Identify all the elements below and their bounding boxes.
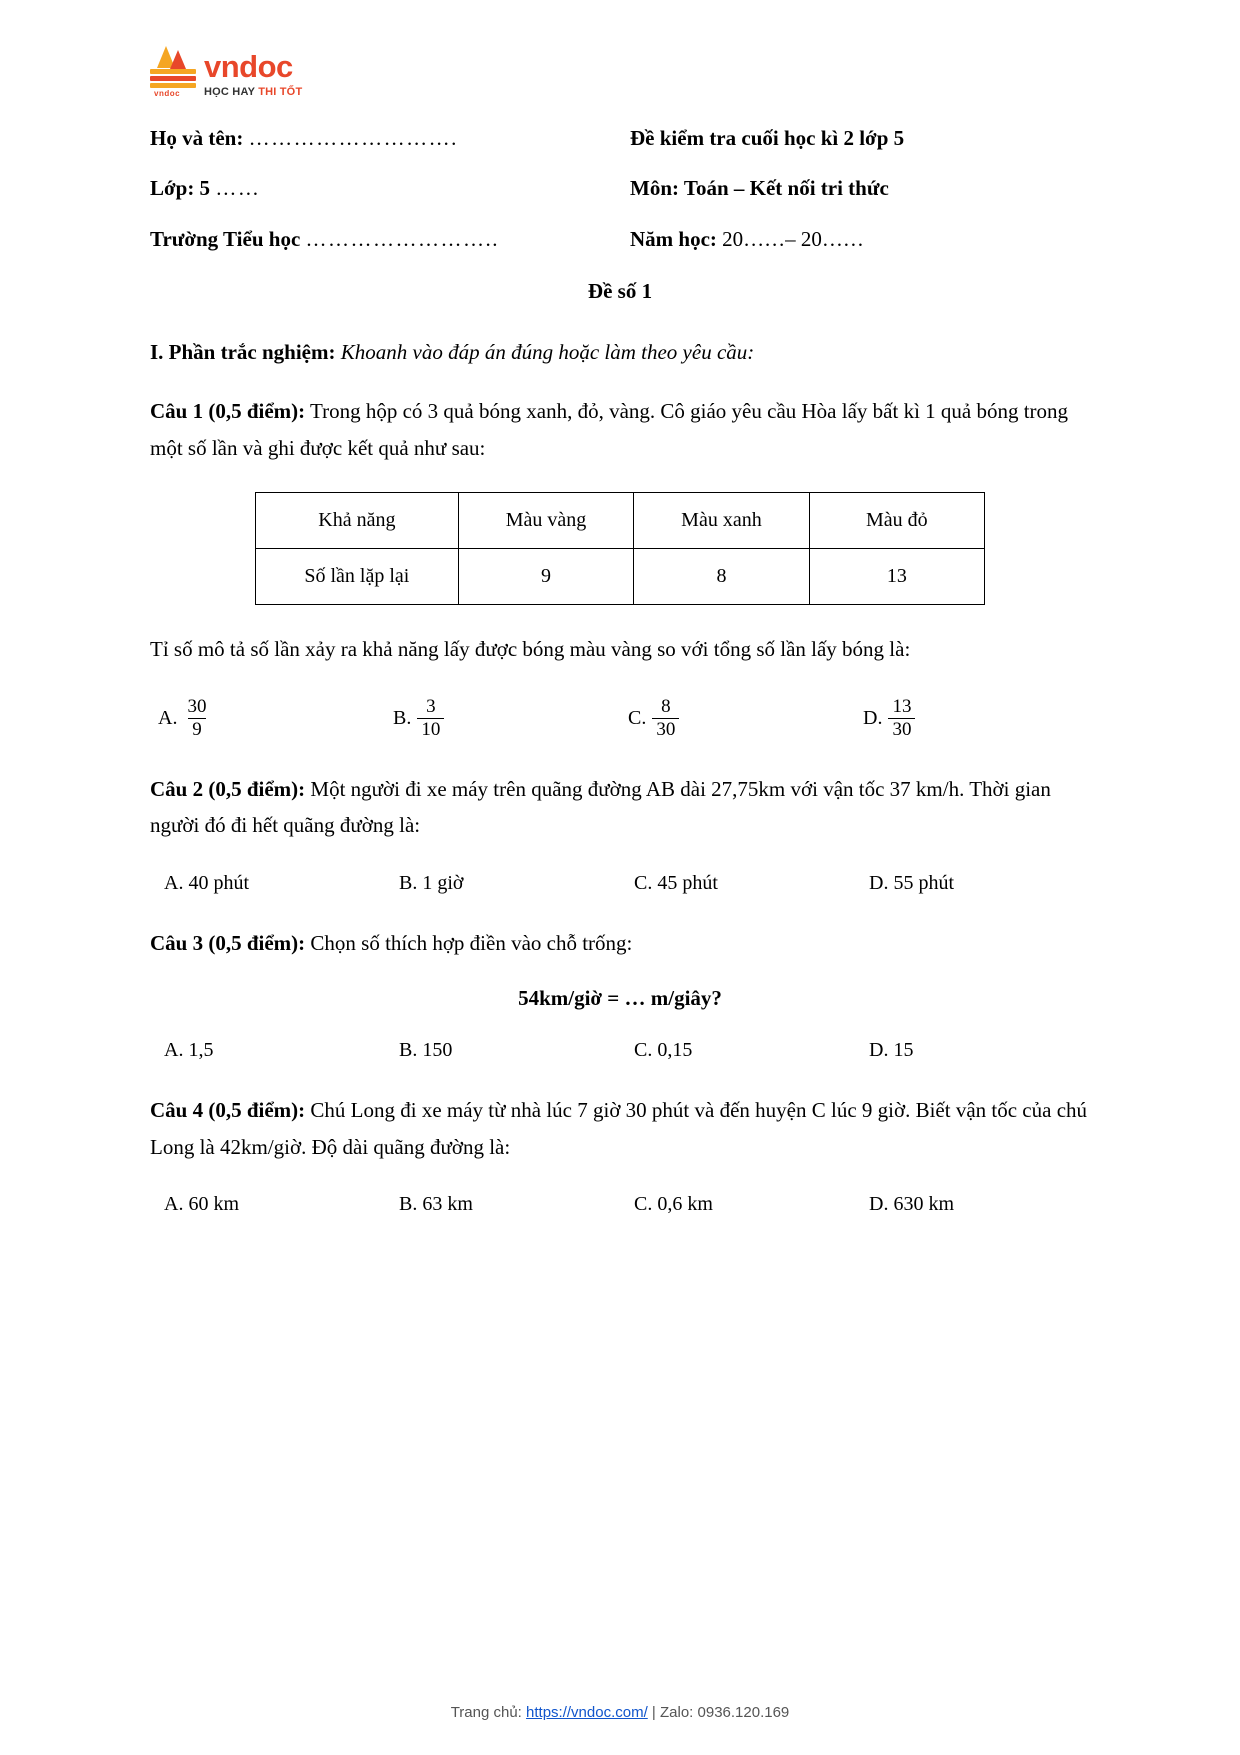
exam-title: Đề kiểm tra cuối học kì 2 lớp 5 xyxy=(630,126,905,150)
part-1-heading xyxy=(150,334,1090,371)
school-label: Trường Tiểu học xyxy=(150,226,301,251)
option-a-numerator: 30 xyxy=(187,696,207,718)
logo-tagline-red: THI TỐT xyxy=(258,86,303,98)
part-1-heading-italic: Khoanh vào đáp án đúng hoặc làm theo yêu cầu: xyxy=(335,340,755,365)
class-label: Lớp: 5 xyxy=(150,176,211,201)
option-b-fraction xyxy=(417,696,444,741)
table-row-label-count: Số lần lặp lại xyxy=(256,549,459,605)
question-2 xyxy=(150,771,1090,845)
logo-tagline-dark: HỌC HAY xyxy=(204,86,255,98)
question-3-option-b[interactable]: B. 150 xyxy=(399,1038,453,1061)
question-3 xyxy=(150,925,1090,962)
question-3-option-c[interactable]: C. 0,15 xyxy=(634,1038,693,1061)
option-c-letter: C. xyxy=(628,706,647,729)
question-1-options xyxy=(150,696,1090,741)
school-year-field xyxy=(630,225,1090,253)
school-year-label: Năm học: xyxy=(630,226,717,251)
question-1-option-c[interactable] xyxy=(620,696,855,741)
part-1-heading-bold: I. Phần trắc nghiệm: xyxy=(150,340,336,365)
vndoc-logo xyxy=(150,40,1090,98)
student-name-field xyxy=(150,124,630,152)
class-field xyxy=(150,174,630,202)
question-2-label: Câu 2 (0,5 điểm): xyxy=(150,776,306,801)
school-year-value: 20……– 20…… xyxy=(722,226,864,251)
logo-name: vndoc xyxy=(204,49,293,84)
option-b-letter: B. xyxy=(393,706,412,729)
header-row-school xyxy=(150,225,1090,253)
question-1-option-d[interactable] xyxy=(855,696,1090,741)
question-4-option-c[interactable]: C. 0,6 km xyxy=(634,1193,713,1216)
page-footer xyxy=(0,1704,1240,1721)
option-c-denominator: 30 xyxy=(652,718,679,741)
question-3-option-d[interactable]: D. 15 xyxy=(869,1038,914,1061)
question-4 xyxy=(150,1092,1090,1166)
question-1-followup: Tỉ số mô tả số lần xảy ra khả năng lấy được bóng màu vàng so với tổng số lần lấy bóng là: xyxy=(150,637,911,662)
option-d-denominator: 30 xyxy=(888,718,915,741)
table-header-ability: Khả năng xyxy=(256,493,459,549)
question-4-option-a[interactable]: A. 60 km xyxy=(164,1193,239,1216)
question-3-option-a[interactable]: A. 1,5 xyxy=(164,1038,214,1061)
table-row xyxy=(256,493,985,549)
school-field xyxy=(150,225,630,253)
header-row-name xyxy=(150,124,1090,152)
question-2-options xyxy=(150,872,1090,895)
option-c-numerator: 8 xyxy=(661,696,671,718)
option-c-fraction xyxy=(652,696,679,741)
question-1-label: Câu 1 (0,5 điểm): xyxy=(150,398,306,423)
question-4-text: Chú Long đi xe máy từ nhà lúc 7 giờ 30 phút và đến huyện C lúc 9 giờ. Biết vận tốc của chú Long là 42km/giờ. Độ dài quãng đường là: xyxy=(150,1097,1088,1159)
exam-number: Đề số 1 xyxy=(587,279,653,304)
question-1-text: Trong hộp có 3 quả bóng xanh, đỏ, vàng. Cô giáo yêu cầu Hòa lấy bất kì 1 quả bóng trong một số lần và ghi được kết quả như sau: xyxy=(150,398,1069,460)
school-dots: …………………….. xyxy=(305,226,500,251)
flame-logo-icon xyxy=(150,46,196,98)
logo-small-word: vndoc xyxy=(154,89,181,98)
question-3-text: Chọn số thích hợp điền vào chỗ trống: xyxy=(305,931,633,956)
question-1-option-a[interactable] xyxy=(150,696,385,741)
table-header-red: Màu đỏ xyxy=(809,493,984,549)
table-cell-yellow-count: 9 xyxy=(458,549,633,605)
option-b-denominator: 10 xyxy=(417,718,444,741)
student-name-label: Họ và tên: xyxy=(150,126,244,150)
footer-prefix: Trang chủ: xyxy=(450,1704,527,1721)
question-1 xyxy=(150,393,1090,467)
probability-table xyxy=(255,492,985,605)
question-2-option-a[interactable]: A. 40 phút xyxy=(164,872,249,895)
footer-link[interactable]: https://vndoc.com/ xyxy=(526,1704,648,1721)
table-header-green: Màu xanh xyxy=(634,493,809,549)
table-row xyxy=(256,549,985,605)
header-row-class xyxy=(150,174,1090,202)
option-d-numerator: 13 xyxy=(892,696,912,718)
question-2-option-d[interactable]: D. 55 phút xyxy=(869,872,954,895)
question-4-option-d[interactable]: D. 630 km xyxy=(869,1193,954,1216)
option-b-numerator: 3 xyxy=(426,696,436,718)
question-1-option-b[interactable] xyxy=(385,696,620,741)
question-2-text: Một người đi xe máy trên quãng đường AB dài 27,75km với vận tốc 37 km/h. Thời gian người đó đi hết quãng đường là: xyxy=(150,776,1051,838)
class-dots: …… xyxy=(215,176,261,201)
subject-label: Môn: Toán – Kết nối tri thức xyxy=(630,176,889,201)
logo-tagline xyxy=(204,86,302,98)
table-cell-green-count: 8 xyxy=(634,549,809,605)
option-a-letter: A. xyxy=(158,706,178,729)
question-2-option-c[interactable]: C. 45 phút xyxy=(634,872,718,895)
question-4-option-b[interactable]: B. 63 km xyxy=(399,1193,473,1216)
option-a-fraction xyxy=(183,696,210,741)
option-d-fraction xyxy=(888,696,915,741)
question-2-option-b[interactable]: B. 1 giờ xyxy=(399,872,464,895)
question-4-label: Câu 4 (0,5 điểm): xyxy=(150,1097,306,1122)
question-4-options xyxy=(150,1193,1090,1216)
footer-suffix: | Zalo: 0936.120.169 xyxy=(647,1704,790,1721)
student-name-dots: ………………………. xyxy=(248,126,458,150)
question-3-label: Câu 3 (0,5 điểm): xyxy=(150,931,306,956)
option-a-denominator: 9 xyxy=(188,718,206,741)
table-cell-red-count: 13 xyxy=(809,549,984,605)
question-3-options xyxy=(150,1039,1090,1062)
option-d-letter: D. xyxy=(863,706,883,729)
question-3-formula: 54km/giờ = … m/giây? xyxy=(518,985,722,1010)
table-header-yellow: Màu vàng xyxy=(458,493,633,549)
